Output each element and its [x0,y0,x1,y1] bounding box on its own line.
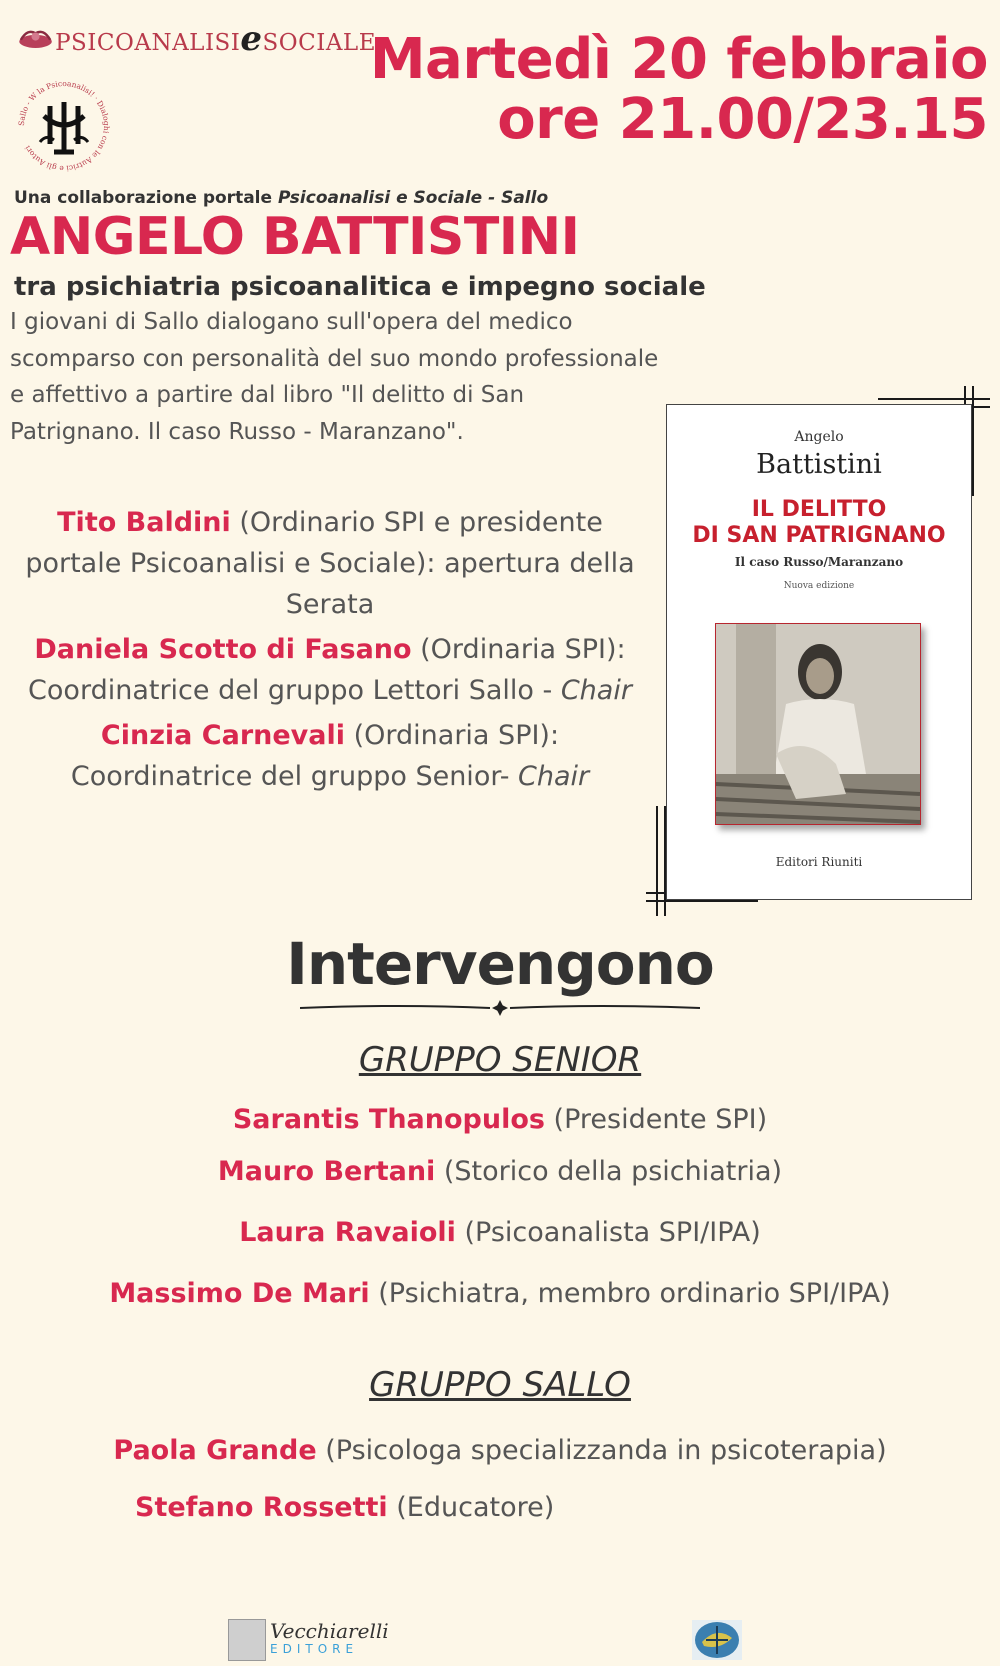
ship-icon [228,1619,266,1661]
event-subtitle: tra psichiatria psicoanalitica e impegno sociale [14,272,706,302]
event-intro: I giovani di Sallo dialogano sull'opera del medico scomparso con personalità del suo mondo professionale e affettivo a partire dal libro "Il delitto di San Patrignano. Il caso Russo - Maranzano". [10,309,659,445]
opening-speakers [20,502,640,801]
logo-e: e [240,19,263,59]
book-cover [666,404,972,900]
event-date [369,27,988,152]
speaker-role: (Ordinaria SPI): Coordinatrice del gruppo Lettori Sallo - [28,634,626,706]
book-author-last: Battistini [756,449,882,480]
member-role: (Psichiatra, membro ordinario SPI/IPA) [369,1278,891,1309]
speaker-role-italic: Chair [518,761,590,792]
collab-italic: Psicoanalisi e Sociale - Sallo [277,188,549,208]
frame-line [656,806,658,916]
speaker-role: (Ordinario SPI e presidente portale Psicoanalisi e Sociale): apertura della Serata [25,507,635,620]
ribbon-icon [16,22,55,56]
member-role: (Educatore) [387,1492,555,1523]
senior-member [0,1217,1000,1248]
senior-member [0,1104,1000,1135]
logo-suffix: SOCIALE [262,30,376,56]
member-role: (Presidente SPI) [544,1104,768,1135]
speaker-name: Daniela Scotto di Fasano [34,634,412,665]
member-name: Stefano Rossetti [135,1492,388,1523]
sallo-seal-text: Sallo - W la Psicoanalisi! · Dialoghi con le Autrici e gli Autori [16,78,112,174]
vecchiarelli-name: Vecchiarelli [270,1619,389,1643]
member-role: (Storico della psichiatria) [435,1156,783,1187]
member-name: Sarantis Thanopulos [232,1104,545,1135]
ornament-divider [300,996,700,1020]
collaboration-line [14,188,548,208]
round-emblem-logo [692,1620,742,1660]
sallo-seal-logo [10,72,118,180]
book-author-first: Angelo [794,429,844,445]
book-subtitle: Il caso Russo/Maranzano [734,555,904,569]
book-publisher: Editori Riuniti [775,855,863,869]
psicoanalisi-e-sociale-logo [16,18,376,60]
sallo-member [135,1492,554,1523]
speaker-role: (Ordinaria SPI): Coordinatrice del gruppo Senior- [70,720,560,792]
speaker-name: Cinzia Carnevali [100,720,346,751]
speaker-entry [20,502,640,625]
collab-prefix: Una collaborazione portale [14,188,278,208]
frame-line [972,386,974,496]
book-title-line: DI SAN PATRIGNANO [692,523,946,548]
book-title-line: IL DELITTO [751,497,887,522]
speaker-entry [20,715,640,797]
speaker-role-italic: Chair [560,675,632,706]
event-main-title: ANGELO BATTISTINI [10,207,580,267]
logo-prefix: PSICOANALISI [55,30,241,56]
portrait-image [716,624,920,824]
member-role: (Psicologa specializzanda in psicoterapia) [316,1435,887,1466]
member-name: Mauro Bertani [217,1156,436,1187]
member-name: Laura Ravaioli [239,1217,456,1248]
vecchiarelli-subtitle: EDITORE [270,1642,359,1656]
speaker-entry [20,629,640,711]
member-name: Massimo De Mari [109,1278,370,1309]
vecchiarelli-editore-logo [228,1618,400,1662]
speaker-name: Tito Baldini [57,507,231,538]
book-edition: Nuova edizione [783,581,855,591]
senior-group-heading: GRUPPO SENIOR [358,1040,642,1080]
sallo-group-heading: GRUPPO SALLO [369,1365,631,1405]
member-name: Paola Grande [113,1435,317,1466]
senior-member [0,1278,1000,1309]
sallo-member [0,1435,1000,1466]
date-line: Martedì 20 febbraio [369,27,988,92]
time-line: ore 21.00/23.15 [497,87,988,152]
senior-member [0,1156,1000,1187]
frame-line [646,900,758,902]
interventions-title: Intervengono [286,930,714,998]
book-cover-photo [715,623,921,825]
book-title [667,497,971,549]
member-role: (Psicoanalista SPI/IPA) [455,1217,761,1248]
